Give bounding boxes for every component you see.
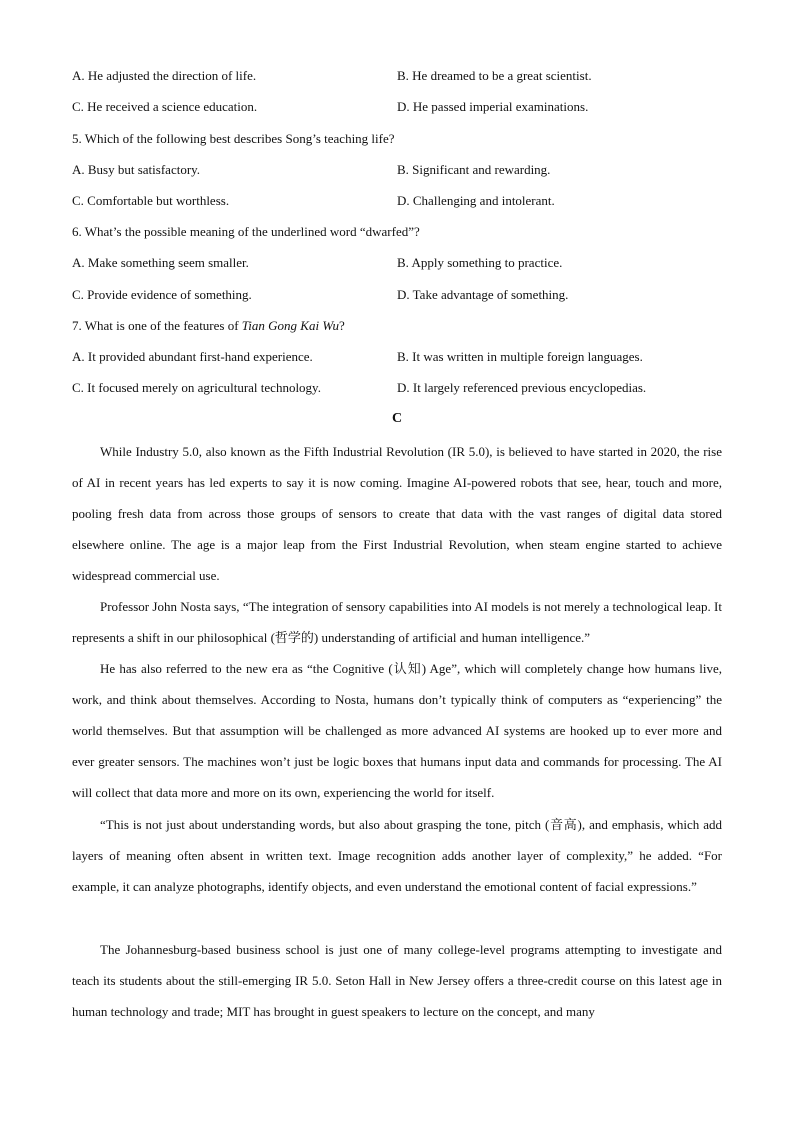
passage-paragraph-5: The Johannesburg-based business school is just one of many college-level programs attempting to investigate and teach its students about the still-emerging IR 5.0. Seton Hall in New Jersey offers a three-credit course on this latest age in human technology and trade; MIT has brought in guest speakers to lecture on the concept, and many [72, 942, 722, 1019]
q7-stem-book-title: Tian Gong Kai Wu [241, 318, 339, 333]
q5-option-a: A. Busy but satisfactory. [72, 162, 201, 177]
q7-option-c: C. It focused merely on agricultural technology. [72, 380, 321, 395]
q4-option-row [72, 97, 722, 117]
passage-paragraph-4: “This is not just about understanding words, but also about grasping the tone, pitch (音高), and emphasis, which add layers of meaning often absent in written text. Image recognition adds another layer of complexity,” he added. “For example, it can analyze photographs, identify objects, and even understand the emotional content of facial expressions.” [72, 817, 722, 894]
q4-option-row [72, 66, 722, 86]
q6-option-b: B. Apply something to practice. [397, 255, 563, 270]
q7-stem [72, 316, 345, 336]
q7-option-row [72, 378, 722, 398]
q7-option-d: D. It largely referenced previous encyclopedias. [397, 380, 647, 395]
q4-option-d: D. He passed imperial examinations. [397, 99, 589, 114]
passage-paragraph-1: While Industry 5.0, also known as the Fifth Industrial Revolution (IR 5.0), is believed to have started in 2020, the rise of AI in recent years has led experts to say it is now coming. Imagine AI-powered robots that see, hear, touch and more, pooling fresh data from across those groups of sensors to create that data with the vast ranges of digital data stored elsewhere online. The age is a major leap from the First Industrial Revolution, when steam engine started to achieve widespread commercial use. [72, 444, 722, 583]
q7-option-a: A. It provided abundant first-hand experience. [72, 349, 313, 364]
q5-option-c: C. Comfortable but worthless. [72, 193, 230, 208]
q6-option-c: C. Provide evidence of something. [72, 287, 252, 302]
q6-stem: 6. What’s the possible meaning of the underlined word “dwarfed”? [72, 224, 420, 239]
q5-option-row [72, 160, 722, 180]
q6-option-a: A. Make something seem smaller. [72, 255, 249, 270]
q7-stem-suffix: ? [338, 318, 345, 333]
q6-option-row [72, 285, 722, 305]
q7-option-row [72, 347, 722, 367]
passage-paragraph-2: Professor John Nosta says, “The integration of sensory capabilities into AI models is not merely a technological leap. It represents a shift in our philosophical (哲学的) understanding of artificial and human intelligence.” [72, 599, 722, 645]
section-c-title: C [391, 411, 403, 426]
q6-option-d: D. Take advantage of something. [397, 287, 569, 302]
q4-option-c: C. He received a science education. [72, 99, 258, 114]
q5-option-d: D. Challenging and intolerant. [397, 193, 555, 208]
q7-option-b: B. It was written in multiple foreign languages. [397, 349, 643, 364]
q5-stem: 5. Which of the following best describes Song’s teaching life? [72, 131, 395, 146]
q4-option-b: B. He dreamed to be a great scientist. [397, 68, 592, 83]
q4-option-a: A. He adjusted the direction of life. [72, 68, 257, 83]
q6-option-row [72, 253, 722, 273]
q5-option-row [72, 191, 722, 211]
q5-option-b: B. Significant and rewarding. [397, 162, 551, 177]
q7-stem-prefix: 7. What is one of the features of [72, 318, 242, 333]
passage-paragraph-3: He has also referred to the new era as “the Cognitive (认知) Age”, which will completely change how humans live, work, and think about themselves. According to Nosta, humans don’t typically think of computers as “experiencing” the world themselves. But that assumption will be challenged as more advanced AI systems are hooked up to ever more and ever greater sensors. The machines won’t just be logic boxes that humans input data and commands for processing. The AI will collect that data more and more on its own, experiencing the world for itself. [72, 661, 722, 800]
